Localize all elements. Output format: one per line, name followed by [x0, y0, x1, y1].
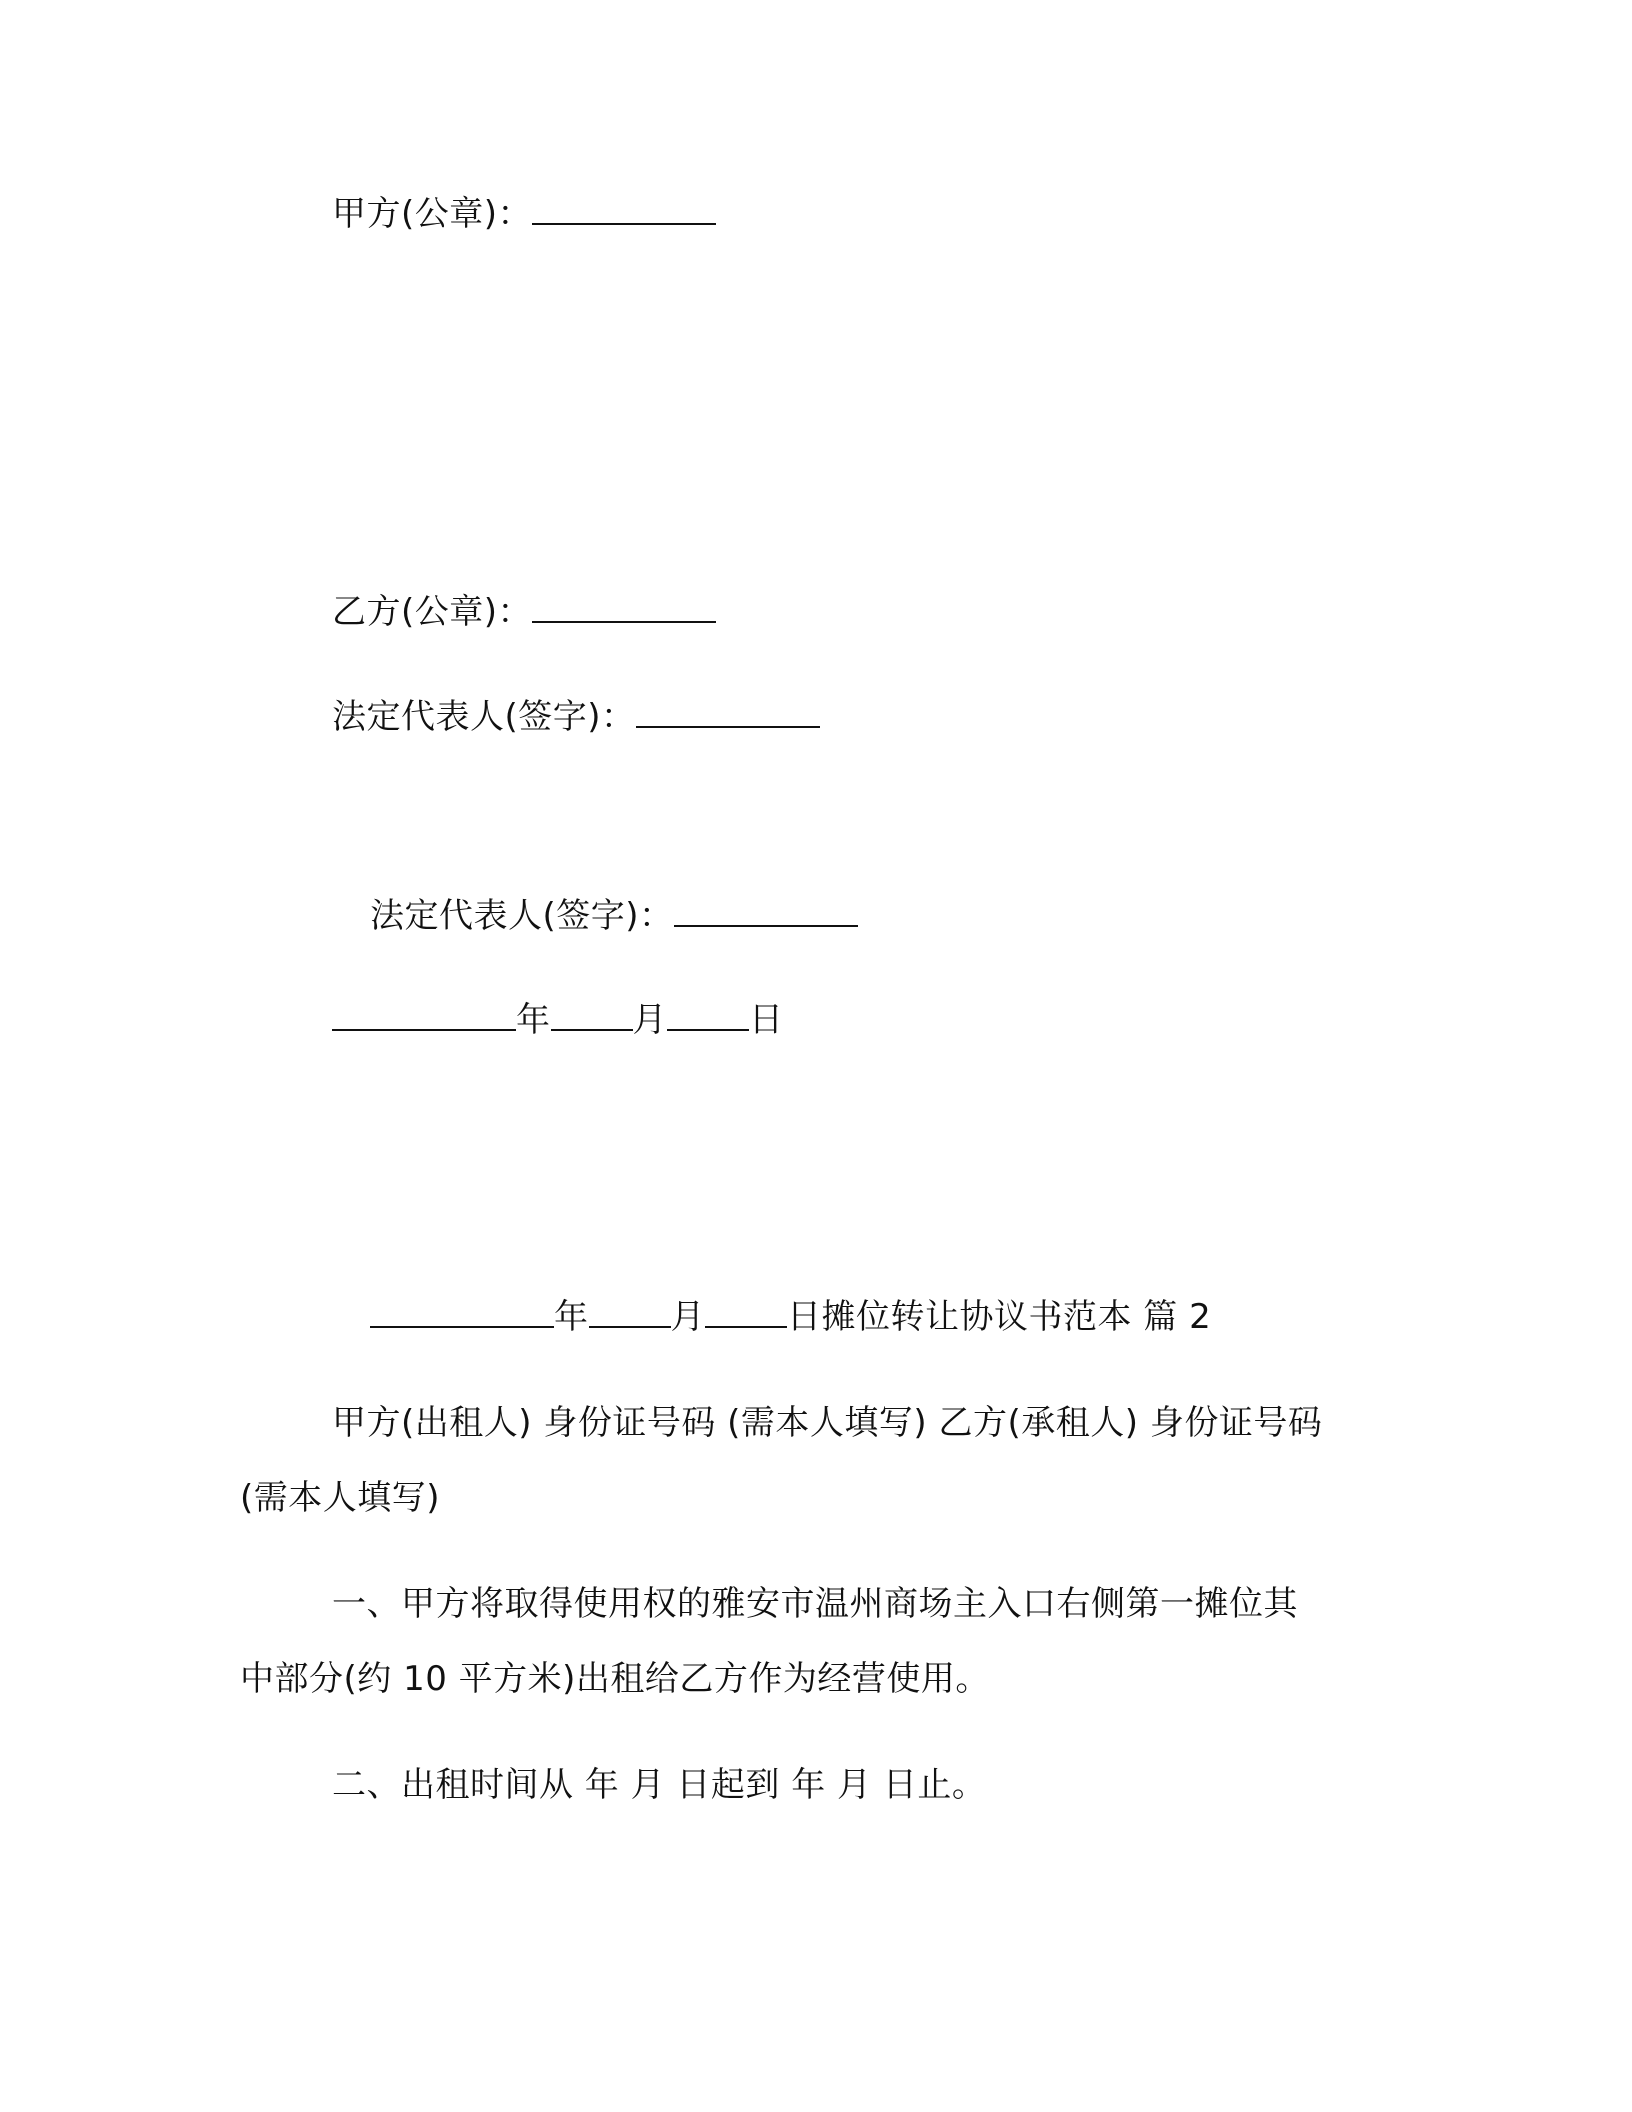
- parties-paragraph-line-1: 甲方(出租人) 身份证号码 (需本人填写) 乙方(承租人) 身份证号码: [332, 1403, 1323, 1443]
- day-label: 日: [749, 1000, 784, 1040]
- heading-title: 日摊位转让协议书范本 篇 2: [787, 1297, 1212, 1337]
- clause-2: 二、出租时间从 年 月 日起到 年 月 日止。: [332, 1765, 987, 1805]
- heading-year-label: 年: [554, 1297, 589, 1337]
- legal-rep-label-1: 法定代表人(签字)：: [332, 697, 636, 737]
- legal-rep-line-1: [332, 697, 820, 737]
- parties-paragraph-line-2: (需本人填写): [240, 1478, 441, 1518]
- clause-1-line-1: 一、甲方将取得使用权的雅安市温州商场主入口右侧第一摊位其: [332, 1584, 1298, 1624]
- month-label: 月: [632, 1000, 667, 1040]
- heading-month-label: 月: [670, 1297, 705, 1337]
- party-b-seal-line: [332, 592, 716, 632]
- party-a-seal-label: 甲方(公章)：: [332, 194, 533, 234]
- legal-rep-blank-1[interactable]: [636, 698, 820, 728]
- party-b-seal-blank[interactable]: [532, 593, 716, 623]
- year-label: 年: [516, 1000, 551, 1040]
- month-blank[interactable]: [551, 1001, 633, 1031]
- date-line: [332, 1000, 784, 1040]
- heading-year-blank[interactable]: [370, 1298, 554, 1328]
- day-blank[interactable]: [667, 1001, 749, 1031]
- legal-rep-blank-2[interactable]: [674, 897, 858, 927]
- party-b-seal-label: 乙方(公章)：: [332, 592, 533, 632]
- legal-rep-line-2: [370, 896, 858, 936]
- section-heading: [370, 1297, 1211, 1337]
- legal-rep-label-2: 法定代表人(签字)：: [370, 896, 674, 936]
- clause-1-line-2: 中部分(约 10 平方米)出租给乙方作为经营使用。: [240, 1659, 990, 1699]
- heading-day-blank[interactable]: [705, 1298, 787, 1328]
- heading-month-blank[interactable]: [589, 1298, 671, 1328]
- year-blank[interactable]: [332, 1001, 516, 1031]
- party-a-seal-blank[interactable]: [532, 195, 716, 225]
- party-a-seal-line: [332, 194, 716, 234]
